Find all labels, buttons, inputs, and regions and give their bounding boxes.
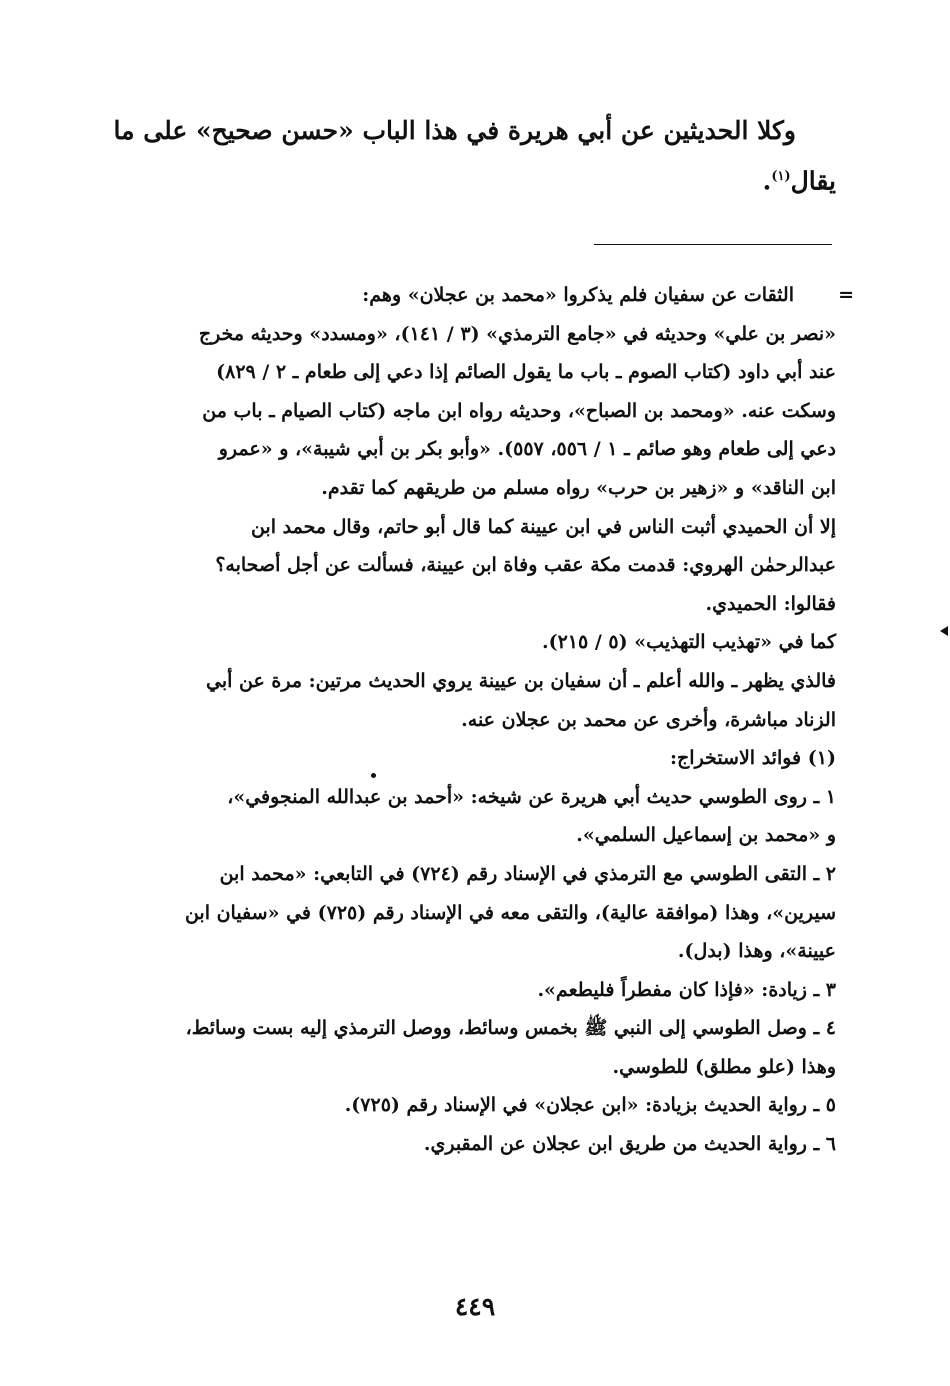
benefit-line: ٣ ـ زيادة: «فإذا كان مفطراً فليطعم». — [537, 978, 836, 1001]
footnote-line: فقالوا: الحميدي. — [705, 592, 836, 615]
footnote-line: الثقات عن سفيان فلم يذكروا «محمد بن عجلان» وهم: — [362, 284, 794, 306]
benefits-heading — [110, 739, 836, 778]
ink-dot — [371, 773, 376, 778]
main-line-2 — [110, 154, 836, 204]
footnote-line: دعي إلى طعام وهو صائم ـ ١ / ٥٥٦، ٥٥٧). «وأبو بكر بن أبي شيبة»، و «عمرو — [218, 438, 836, 461]
benefit-line: وهذا (علو مطلق) للطوسي. — [612, 1055, 836, 1078]
benefit-line: ٦ ـ رواية الحديث من طريق ابن عجلان عن المقبري. — [423, 1133, 836, 1156]
benefits-title: فوائد الاستخراج: — [670, 747, 802, 770]
continuation-mark: = — [838, 284, 854, 306]
footnote-line: فالذي يظهر ـ والله أعلم ـ أن سفيان بن عيينة يروي الحديث مرتين: مرة عن أبي — [205, 669, 836, 692]
footnote-line: كما في «تهذيب التهذيب» (٥ / ٢١٥). — [541, 631, 836, 654]
benefit-line: ٢ ـ التقى الطوسي مع الترمذي في الإسناد رقم (٧٢٤) في التابعي: «محمد ابن — [219, 862, 836, 885]
main-line-1: وكلا الحديثين عن أبي هريرة في هذا الباب «حسن صحيح» على ما — [113, 116, 796, 145]
footnote-line: عند أبي داود (كتاب الصوم ـ باب ما يقول الصائم إذا دعي إلى طعام ـ ٢ / ٨٢٩) — [216, 361, 836, 384]
footnote-reference: (١) — [771, 169, 791, 184]
main-line-2-text: يقال — [790, 166, 836, 196]
benefit-line: و «محمد بن إسماعيل السلمي». — [576, 824, 836, 847]
footnote-line: وسكت عنه. «ومحمد بن الصباح»، وحديثه رواه ابن ماجه (كتاب الصيام ـ باب من — [202, 399, 836, 422]
margin-arrow-icon — [940, 626, 948, 636]
benefit-line: ٤ ـ وصل الطوسي إلى النبي ﷺ بخمس وسائط، ووصل الترمذي إليه بست وسائط، — [185, 1017, 836, 1040]
footnote-line: «نصر بن علي» وحديثه في «جامع الترمذي» (٣ / ١٤١)، «ومسدد» وحديثه مخرج — [198, 322, 836, 345]
main-line-2-end: . — [762, 166, 772, 196]
footnote-separator — [594, 244, 832, 245]
benefit-line: عيينة»، وهذا (بدل). — [677, 940, 836, 963]
footnote-line: عبدالرحمٰن الهروي: قدمت مكة عقب وفاة ابن عيينة، فسألت عن أجل أصحابه؟ — [215, 554, 836, 577]
benefit-line: ٥ ـ رواية الحديث بزيادة: «ابن عجلان» في الإسناد رقم (٧٢٥). — [344, 1094, 836, 1117]
main-paragraph — [110, 108, 836, 204]
footnote-line: إلا أن الحميدي أثبت الناس في ابن عيينة كما قال أبو حاتم، وقال محمد ابن — [250, 515, 836, 538]
benefit-line: سيرين»، وهذا (موافقة عالية)، والتقى معه في الإسناد رقم (٧٢٥) في «سفيان ابن — [184, 901, 836, 924]
footnote-line: ابن الناقد» و «زهير بن حرب» رواه مسلم من طريقهم كما تقدم. — [321, 476, 836, 499]
page-number: ٤٤٩ — [454, 1292, 496, 1321]
benefit-line: ١ ـ روى الطوسي حديث أبي هريرة عن شيخه: «أحمد بن عبدالله المنجوفي»، — [227, 785, 836, 808]
footnotes — [110, 276, 854, 1164]
footnote-line: الزناد مباشرة، وأخرى عن محمد بن عجلان عنه. — [461, 708, 836, 731]
benefits-number: (١) — [807, 747, 836, 770]
